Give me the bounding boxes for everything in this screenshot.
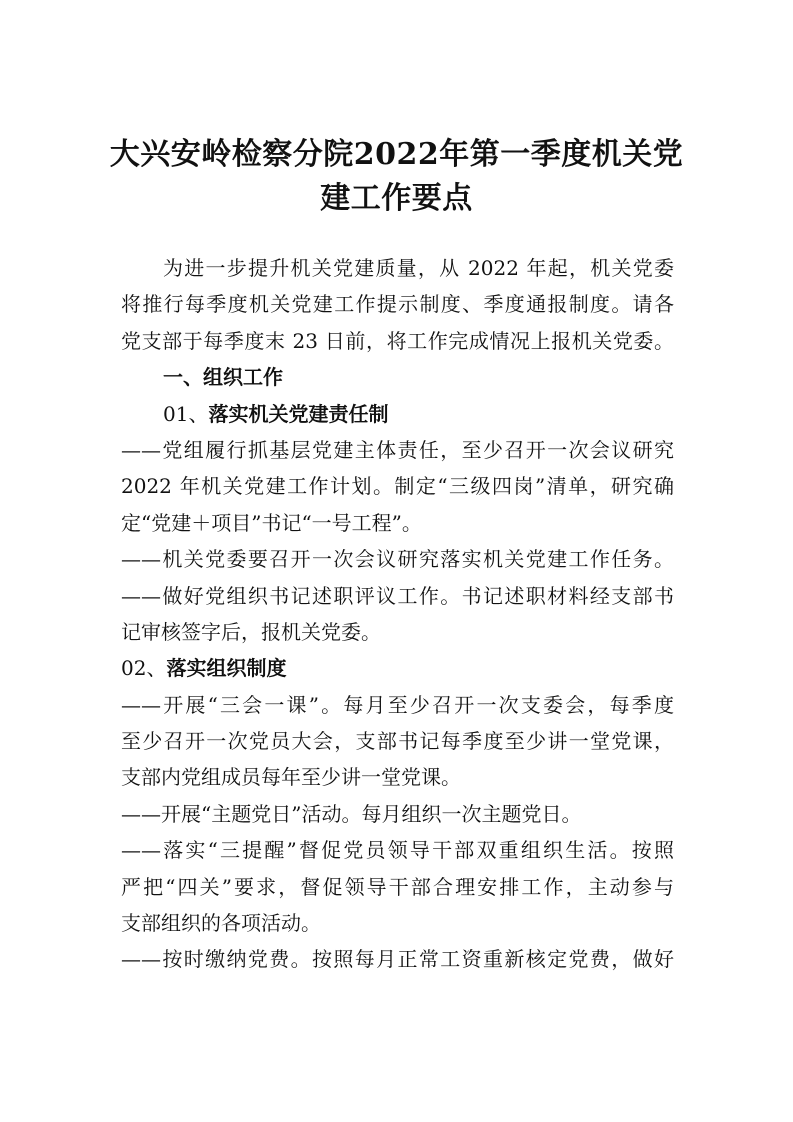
paragraph-line: ——党组履行抓基层党建主体责任，至少召开一次会议研究 bbox=[121, 437, 674, 462]
paragraph-line: 2022 年机关党建工作计划。制定“三级四岗”清单，研究确 bbox=[121, 474, 674, 499]
title-line-2: 建工作要点 bbox=[320, 181, 473, 216]
paragraph-line: ——机关党委要召开一次会议研究落实机关党建工作任务。 bbox=[121, 547, 674, 572]
subsection-number: 01、 bbox=[163, 401, 209, 426]
paragraph-line: 记审核签字后，报机关党委。 bbox=[121, 619, 381, 644]
paragraph-line: 至少召开一次党员大会，支部书记每季度至少讲一堂党课， bbox=[121, 729, 674, 754]
paragraph-line: ——做好党组织书记述职评议工作。书记述职材料经支部书 bbox=[121, 583, 674, 608]
paragraph-line: ——落实“三提醒”督促党员领导干部双重组织生活。按照 bbox=[121, 838, 674, 863]
subsection-heading-02 bbox=[121, 650, 674, 686]
paragraph-line: 支部组织的各项活动。 bbox=[121, 911, 321, 936]
paragraph-line: 支部内党组成员每年至少讲一堂党课。 bbox=[121, 765, 461, 790]
intro-line: 为进一步提升机关党建质量，从 2022 年起，机关党委 bbox=[163, 256, 674, 280]
subsection-heading-01 bbox=[121, 396, 674, 432]
subsection-title: 落实组织制度 bbox=[166, 656, 287, 681]
subsection-number: 02、 bbox=[121, 656, 167, 681]
paragraph-line: 严把“四关”要求，督促领导干部合理安排工作，主动参与 bbox=[121, 874, 674, 899]
paragraph-line: ——按时缴纳党费。按照每月正常工资重新核定党费，做好 bbox=[121, 947, 674, 972]
intro-line: 党支部于每季度末 23 日前，将工作完成情况上报机关党委。 bbox=[121, 328, 674, 353]
document-title bbox=[100, 133, 693, 221]
paragraph-line: ——开展“三会一课”。每月至少召开一次支委会，每季度 bbox=[121, 692, 674, 717]
document-body bbox=[121, 250, 674, 978]
title-line-1: 大兴安岭检察分院2022年第一季度机关党 bbox=[109, 137, 684, 172]
section-heading-organization: 一、组织工作 bbox=[163, 365, 283, 390]
paragraph-line: 定“党建＋项目”书记“一号工程”。 bbox=[121, 510, 422, 535]
paragraph-line: ——开展“主题党日”活动。每月组织一次主题党日。 bbox=[121, 801, 582, 826]
subsection-title: 落实机关党建责任制 bbox=[208, 401, 389, 426]
intro-line: 将推行每季度机关党建工作提示制度、季度通报制度。请各 bbox=[121, 292, 674, 317]
